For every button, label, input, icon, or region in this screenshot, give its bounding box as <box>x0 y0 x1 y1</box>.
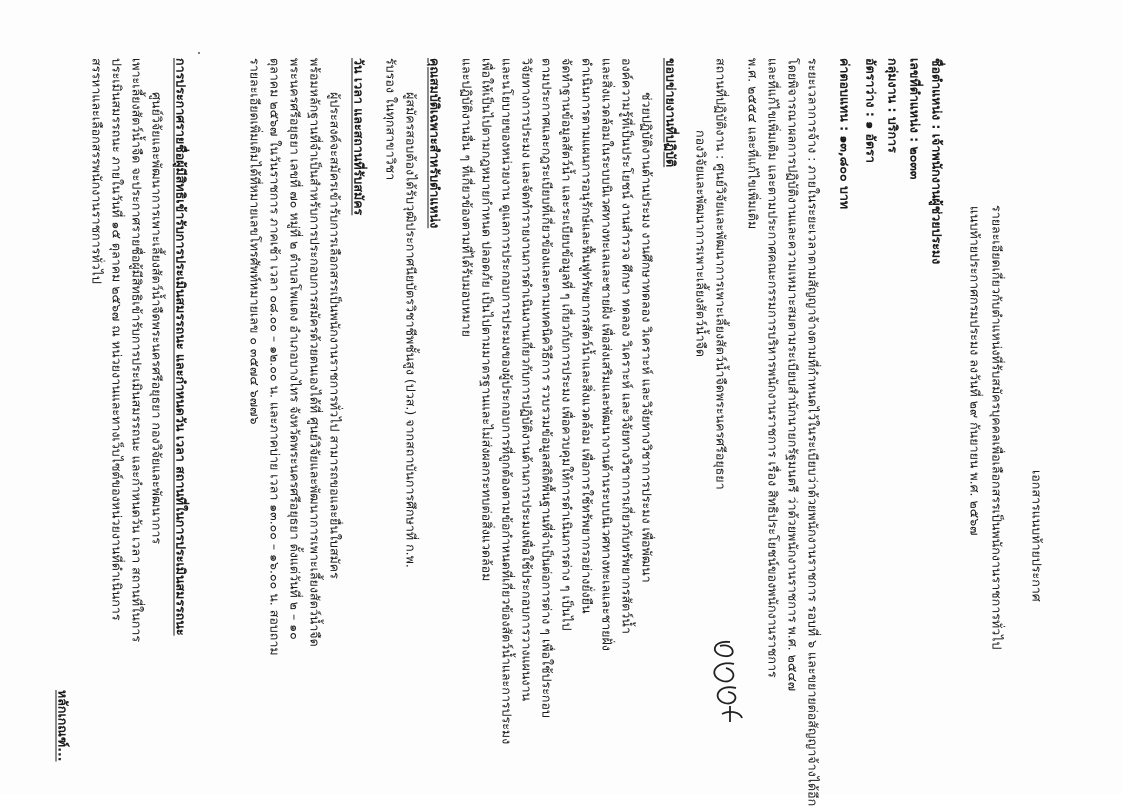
scope-heading: ขอบข่ายงานที่ปฏิบัติ <box>663 58 679 168</box>
announcement-line-4: สรรหาและเลือกสรรพนักงานราชการทั่วไป <box>89 58 105 284</box>
handwritten-number <box>690 636 760 726</box>
scope-line-7: วิจัยทางการประมง และจัดทำรายงานการดำเนินงานเกี่ยวกับการปฏิบัติงานด้านการประมงเพื่อใช้ประกอบการวางแผนงาน <box>519 58 535 702</box>
scope-line-4: ดำเนินการตามแผนการอนุรักษ์และฟื้นฟูทรัพยากรสัตว์น้ำและสิ่งแวดล้อม เพื่อการใช้ทรัพยากรอย่างยั่งยืน <box>579 58 595 614</box>
speck <box>198 52 200 54</box>
application-line-3: พระนครศรีอยุธยา เลขที่ ๗๐ หมู่ที่ ๒ ตำบลโพแตง อำเภอบางไทร จังหวัดพระนครศรีอยุธยา ตั้งแต่วันที่ ๒ – ๑๐ <box>287 58 303 640</box>
application-line-2: พร้อมหลักฐานที่จำเป็นสำหรับการประกอบการสมัครด้วยตนเองได้ที่ ศูนย์วิจัยและพัฒนาการเพาะเลี้ยงสัตว์น้ำจืด <box>307 58 323 647</box>
employment-period-line-1: ระยะเวลาการจ้าง : ภายในระยะเวลาตามสัญญาจ้างตามที่กำหนดไว้ในระเบียบว่าด้วยพนักงานราชการ รอบที่ ๖ และขยายต่อสัญญาจ้างได้อีก <box>805 58 821 806</box>
scope-line-2: องค์ความรู้ที่เป็นประโยชน์ งานสำรวจ ศึกษา ทดลอง วิเคราะห์ และวิจัยทางวิชาการเกี่ยวกับทรัพยากรสัตว์น้ำ <box>619 58 635 634</box>
work-place-line-2: กองวิจัยและพัฒนาการเพาะเลี้ยงสัตว์น้ำจืด <box>693 130 709 358</box>
attachment-label: เอกสารแนบท้ายประกาศ <box>1029 470 1045 602</box>
announcement-line-2: เพาะเลี้ยงสัตว์น้ำจืด จะประกาศรายชื่อผู้มีสิทธิเข้ารับการประเมินสมรรถนะ และกำหนดวัน เวลา สถานที่ในการ <box>129 58 145 643</box>
work-place-line-1: สถานที่ปฏิบัติงาน : ศูนย์วิจัยและพัฒนาการเพาะเลี้ยงสัตว์น้ำจืดพระนครศรีอยุธยา <box>713 58 729 490</box>
employment-period-line-2: โดยพิจารณาผลการปฏิบัติงานและความเหมาะสมตามระเบียบสำนักนายกรัฐมนตรี ว่าด้วยพนักงานราชการ พ.ศ. ๒๕๔๗ <box>785 58 801 692</box>
scope-line-1: ช่วยปฏิบัติงานด้านประมง งานศึกษาทดลอง วิเคราะห์ และวิจัยทางวิชาการประมง เพื่อพัฒนา <box>639 92 655 583</box>
compensation: ค่าตอบแทน : ๑๓,๘๐๐ บาท <box>837 58 853 210</box>
scope-line-5: จัดทำฐานข้อมูลสัตว์น้ำ และระเบียบข้อมูลที่ ๆ เกี่ยวกับการประมง เพื่อควบคุมให้การดำเนินการต่าง ๆ เป็นไป <box>559 58 575 631</box>
application-line-4: ตุลาคม ๒๕๖๗ ในวันราชการ ภาคเช้า เวลา ๐๘.๐๐ – ๑๒.๐๐ น. และภาคบ่าย เวลา ๑๓.๐๐ – ๑๖.๐๐ น. สอบถาม <box>267 58 283 656</box>
scope-line-3: และสิ่งแวดล้อมในระบบนิเวศทางทะเลและชายฝั่ง เพื่อส่งเสริมและพัฒนางานด้านระบบนิเวศทางทะเลและชายฝั่ง <box>599 58 615 651</box>
title-line-2: แนบท้ายประกาศกรมประมง ลงวันที่ ๒๙ กันยายน พ.ศ. ๒๕๖๗ <box>967 206 983 536</box>
qualification-heading: คุณสมบัติเฉพาะสำหรับตำแหน่ง <box>427 58 443 229</box>
title-line-1: รายละเอียดเกี่ยวกับตำแหน่งที่รับสมัครบุคคลเพื่อเลือกสรรเป็นพนักงานราชการทั่วไป <box>989 205 1005 650</box>
scope-line-6: ตามประกาศและกฎระเบียบที่เกี่ยวข้องและตามเทคนิควิธีการ รวบรวมข้อมูลสถิติพื้นฐานที่จำเป็นต่อการต่าง ๆ เพื่อใช้ประกอบ <box>539 58 555 718</box>
continued-marker: หลักเกณฑ์... <box>55 690 71 762</box>
scope-line-8: และนโยบายของหน่วยงาน ดูแลการประกอบการประมงของผู้ประกอบการที่ถูกต้องตามข้อกำหนดที่เกี่ยวข้องสัตว์น้ำและการประมง <box>499 58 515 745</box>
application-heading: วัน เวลา และสถานที่รับสมัคร <box>351 58 367 216</box>
qualification-line-2: รับรอง ในทุกสาขาวิชา <box>383 58 399 181</box>
qualification-line-1: ผู้สมัครสอบต้องได้รับวุฒิประกาศนียบัตรวิชาชีพชั้นสูง (ปวส.) จากสถาบันการศึกษาที่ ก.พ. <box>403 92 419 568</box>
position-name: ชื่อตำแหน่ง : เจ้าพนักงานผู้ช่วยประมง <box>929 58 945 265</box>
scope-line-9: เพื่อให้เป็นไปตามกฎหมายกำหนด ปลอดภัย เป็นไปตามมาตรฐานและไม่ส่งผลกระทบต่อสิ่งแวดล้อม <box>479 58 495 582</box>
employment-period-line-3: และที่แก้ไขเพิ่มเติม และตามประกาศคณะกรรมการบริหารพนักงานราชการ เรื่อง สิทธิประโยชน์ของพนักงานราชการ <box>765 58 781 678</box>
application-line-5: รายละเอียดเพิ่มเติมได้ที่หมายเลขโทรศัพท์หมายเลข ๐ ๓๕๗๔ ๖๗๗๖ <box>247 58 263 425</box>
announcement-line-3: ประเมินสมรรถนะ ภายในวันที่ ๑๕ ตุลาคม ๒๕๖๗ ณ หน่วยงานและทางเว็บไซต์ของหน่วยงานที่ดำเนินการ <box>109 58 125 621</box>
application-line-1: ผู้ประสงค์จะสมัครเข้ารับการเลือกสรรเป็นพนักงานราชการทั่วไป สามารถขอและยื่นใบสมัคร <box>327 92 343 579</box>
work-group: กลุ่มงาน : บริการ <box>885 58 901 153</box>
announcement-line-1: ศูนย์วิจัยและพัฒนาการเพาะเลี้ยงสัตว์น้ำจืดพระนครศรีอยุธยา กองวิจัยและพัฒนาการ <box>149 92 165 545</box>
vacancy: อัตราว่าง : ๑ อัตรา <box>863 58 879 163</box>
position-number: เลขที่ตำแหน่ง : ๒๐๓๓ <box>907 58 923 180</box>
employment-period-line-4: พ.ศ. ๒๕๕๔ และที่แก้ไขเพิ่มเติม <box>745 58 761 230</box>
scope-line-10: และปฏิบัติงานอื่น ๆ ที่เกี่ยวข้องตามที่ได้รับมอบหมาย <box>459 58 475 337</box>
announcement-heading: การประกาศรายชื่อผู้มีสิทธิเข้ารับการประเมินสมรรถนะ และกำหนดวัน เวลา สถานที่ในการประเมินสมรรถนะ <box>173 58 189 636</box>
